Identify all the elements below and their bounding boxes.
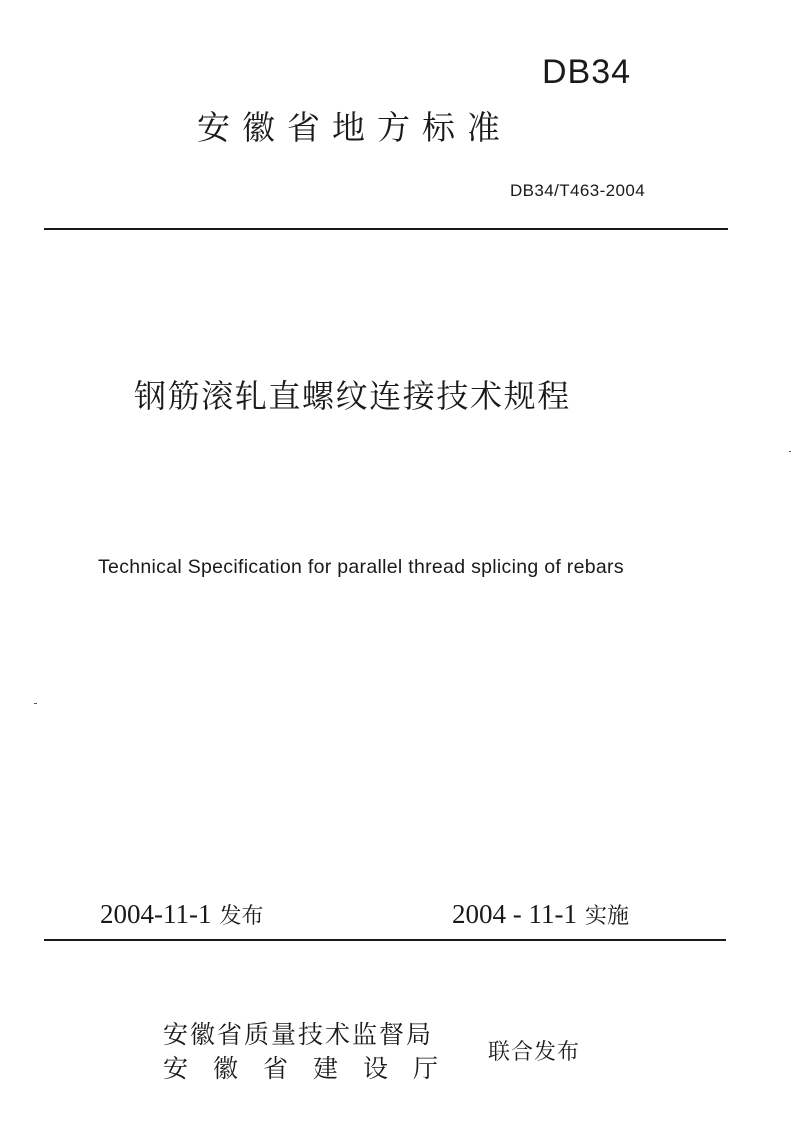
- bottom-divider: [44, 939, 726, 941]
- implement-date: 2004 - 11-1: [452, 899, 577, 929]
- document-title-chinese: 钢筋滚轧直螺纹连接技术规程: [134, 377, 571, 415]
- issue-date-block: [100, 897, 264, 934]
- standard-code: DB34: [542, 53, 632, 91]
- implement-date-block: [452, 897, 629, 934]
- scan-speck: [789, 451, 791, 452]
- joint-issue-label: 联合发布: [488, 1040, 581, 1065]
- top-divider: [44, 228, 728, 230]
- issuer-construction-department: 安徽省建设厅: [163, 1054, 464, 1083]
- issue-date: 2004-11-1: [100, 899, 212, 929]
- issuer-quality-bureau: 安徽省质量技术监督局: [163, 1020, 434, 1049]
- scan-speck: [34, 703, 37, 704]
- standard-type-heading: 安徽省地方标准: [197, 108, 512, 147]
- standard-number: DB34/T463-2004: [510, 181, 646, 200]
- issue-label: 发布: [219, 904, 264, 929]
- document-title-english: Technical Specification for parallel thread splicing of rebars: [98, 556, 624, 578]
- implement-label: 实施: [584, 904, 629, 929]
